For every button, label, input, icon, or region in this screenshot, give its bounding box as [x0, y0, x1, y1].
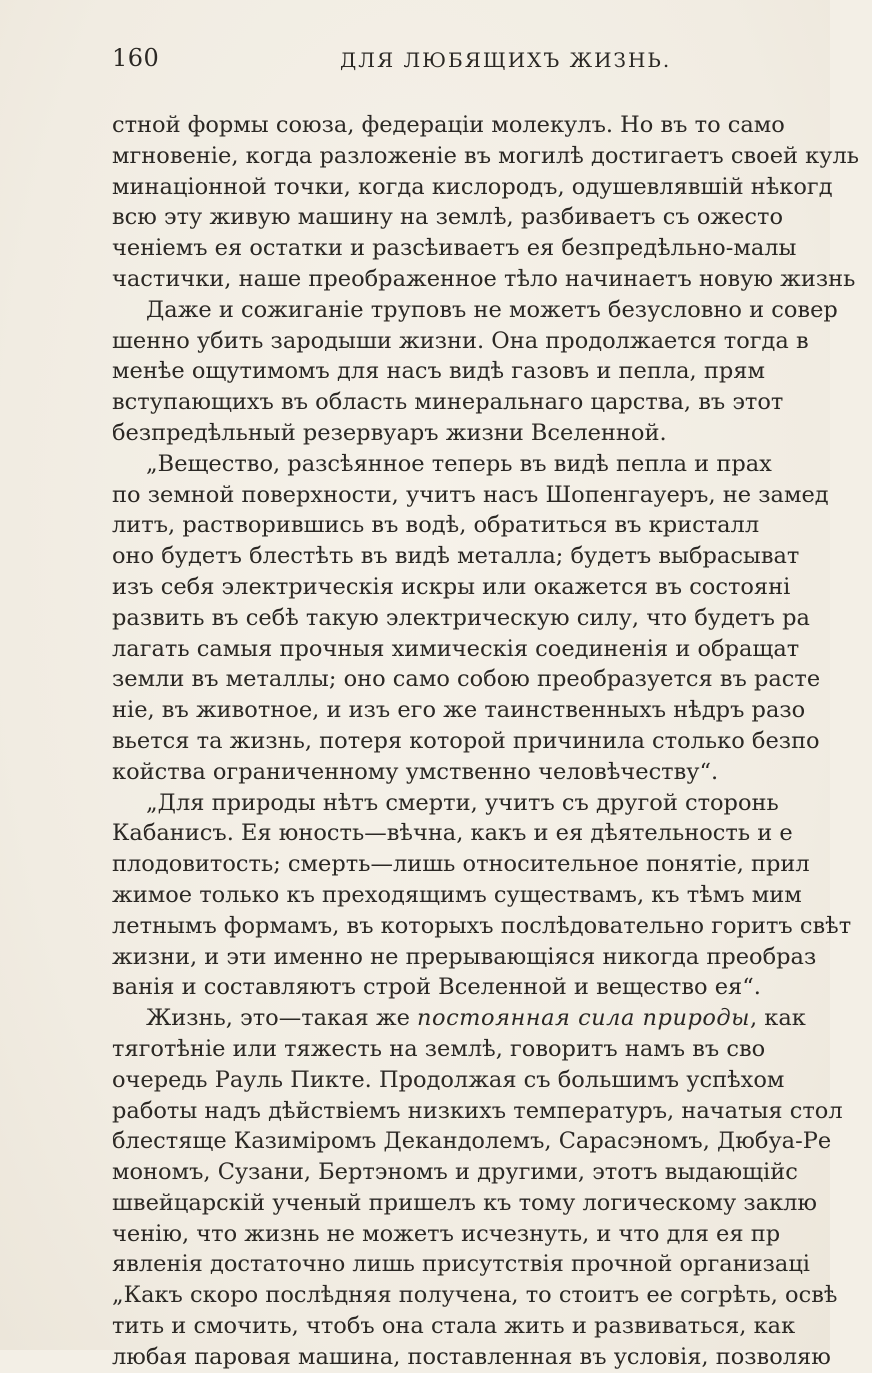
text-line-content: жимое только къ преходящимъ существамъ, къ тѣмъ мим — [112, 881, 802, 908]
text-line — [112, 757, 872, 788]
text-line — [112, 1342, 872, 1373]
text-line — [112, 295, 872, 326]
text-line-content: явленія достаточно лишь присутствія прочной организаці — [112, 1251, 810, 1278]
page-number: 160 — [112, 44, 160, 72]
text-line — [112, 1219, 872, 1250]
text-line-content: изъ себя электрическія искры или окажется въ состояні — [112, 573, 791, 600]
text-line — [112, 510, 872, 541]
text-line-content: блестяще Казиміромъ Декандолемъ, Сарасэномъ, Дюбуа-Ре — [112, 1128, 832, 1155]
text-line-content: Кабанисъ. Ея юность—вѣчна, какъ и ея дѣятельность и е — [112, 820, 793, 847]
text-line-content: оно будетъ блестѣть въ видѣ металла; будетъ выбрасыват — [112, 543, 800, 570]
emphasized-phrase: постоянная сила природы — [417, 1005, 750, 1032]
body-text — [112, 110, 872, 1373]
text-line — [112, 541, 872, 572]
text-line-content: ченіемъ ея остатки и разсѣиваетъ ея безпредѣльно-малы — [112, 235, 797, 262]
text-line-content: стной формы союза, федераціи молекулъ. Но въ то само — [112, 112, 785, 138]
text-line-content: очередь Рауль Пикте. Продолжая съ большимъ успѣхом — [112, 1066, 785, 1093]
text-line — [112, 387, 872, 418]
text-line-content: Даже и сожиганіе труповъ не можетъ безусловно и совер — [146, 296, 838, 323]
text-line — [112, 110, 872, 141]
text-line — [112, 1126, 872, 1157]
text-line — [112, 418, 872, 449]
text-line-content: безпредѣльный резервуаръ жизни Вселенной. — [112, 419, 667, 446]
text-line-content: развить въ себѣ такую электрическую силу, что будетъ ра — [112, 604, 810, 631]
text-line — [112, 880, 872, 911]
text-line — [112, 695, 872, 726]
text-line — [112, 449, 872, 480]
text-line-content: койства ограниченному умственно человѣчеству“. — [112, 758, 719, 785]
text-line — [112, 911, 872, 942]
text-line — [112, 326, 872, 357]
text-line-content: литъ, растворившись въ водѣ, обратиться въ кристалл — [112, 512, 760, 539]
text-line — [112, 972, 872, 1003]
text-line-content: ченію, что жизнь не можетъ исчезнуть, и что для ея пр — [112, 1220, 781, 1247]
text-line — [112, 1034, 872, 1065]
text-line-content: по земной поверхности, учитъ насъ Шопенгауеръ, не замед — [112, 481, 829, 508]
text-line — [112, 233, 872, 264]
page-header — [112, 44, 872, 84]
text-line-content: мономъ, Сузани, Бертэномъ и другими, этотъ выдающійс — [112, 1159, 798, 1186]
text-line-content: любая паровая машина, поставленная въ условія, позволяю — [112, 1343, 831, 1370]
text-line — [112, 141, 872, 172]
text-line — [112, 172, 872, 203]
text-line-content: лагать самыя прочныя химическія соединенія и обращат — [112, 635, 800, 662]
text-line-content: швейцарскій ученый пришелъ къ тому логическому заклю — [112, 1189, 818, 1216]
text-line — [112, 1311, 872, 1342]
text-line-content: вьется та жизнь, потеря которой причинила столько безпо — [112, 727, 820, 754]
text-line — [112, 849, 872, 880]
text-line-content: жизни, и эти именно не прерывающіяся никогда преобраз — [112, 943, 817, 970]
text-line-content: „Для природы нѣтъ смерти, учитъ съ другой сторонь — [146, 789, 779, 816]
text-line-content: частички, наше преображенное тѣло начинаетъ новую жизнь — [112, 265, 856, 292]
text-line-continuation: , как — [749, 1005, 806, 1032]
text-line-content: тить и смочить, чтобъ она стала жить и развиваться, как — [112, 1313, 796, 1340]
text-line — [112, 356, 872, 387]
text-line — [112, 572, 872, 603]
text-line — [112, 1065, 872, 1096]
text-line — [112, 818, 872, 849]
text-line-content: шенно убить зародыши жизни. Она продолжается тогда в — [112, 327, 809, 354]
text-line — [112, 1280, 872, 1311]
text-line — [112, 1096, 872, 1127]
text-line — [112, 726, 872, 757]
text-line — [112, 202, 872, 233]
text-line — [112, 1188, 872, 1219]
text-line — [112, 1249, 872, 1280]
text-line-content: вступающихъ въ область минеральнаго царства, въ этот — [112, 389, 784, 416]
text-line-content: работы надъ дѣйствіемъ низкихъ температуръ, начатыя стол — [112, 1097, 843, 1124]
text-line — [112, 1003, 872, 1034]
text-line-content: менѣе ощутимомъ для насъ видѣ газовъ и пепла, прям — [112, 358, 765, 385]
text-line — [112, 664, 872, 695]
text-line-content: мгновеніе, когда разложеніе въ могилѣ достигаетъ своей куль — [112, 142, 860, 169]
text-line — [112, 634, 872, 665]
text-line — [112, 480, 872, 511]
text-line-content: ванія и составляютъ строй Вселенной и вещество ея“. — [112, 974, 761, 1001]
text-line-content: минаціонной точки, когда кислородъ, одушевлявшій нѣкогд — [112, 173, 833, 200]
running-title: ДЛЯ ЛЮБЯЩИХЪ ЖИЗНЬ. — [340, 48, 672, 72]
text-line-content: ніе, въ животное, и изъ его же таинственныхъ нѣдръ разо — [112, 697, 806, 724]
text-line — [112, 264, 872, 295]
text-line — [112, 942, 872, 973]
text-line — [112, 1157, 872, 1188]
text-line — [112, 603, 872, 634]
text-line-content: плодовитость; смерть—лишь относительное понятіе, прил — [112, 851, 810, 878]
text-line-content: „Вещество, разсѣянное теперь въ видѣ пепла и прах — [146, 450, 772, 477]
text-line-content: летнымъ формамъ, въ которыхъ послѣдовательно горитъ свѣт — [112, 912, 852, 939]
text-line-content: всю эту живую машину на землѣ, разбиваетъ съ ожесто — [112, 204, 783, 231]
text-line-content: „Какъ скоро послѣдняя получена, то стоитъ ее согрѣть, освѣ — [112, 1282, 838, 1309]
text-line-content: Жизнь, это—такая же — [146, 1005, 418, 1032]
text-line — [112, 788, 872, 819]
text-line-content: тяготѣніе или тяжесть на землѣ, говоритъ намъ въ сво — [112, 1035, 766, 1062]
text-line-content: земли въ металлы; оно само собою преобразуется въ расте — [112, 666, 821, 693]
